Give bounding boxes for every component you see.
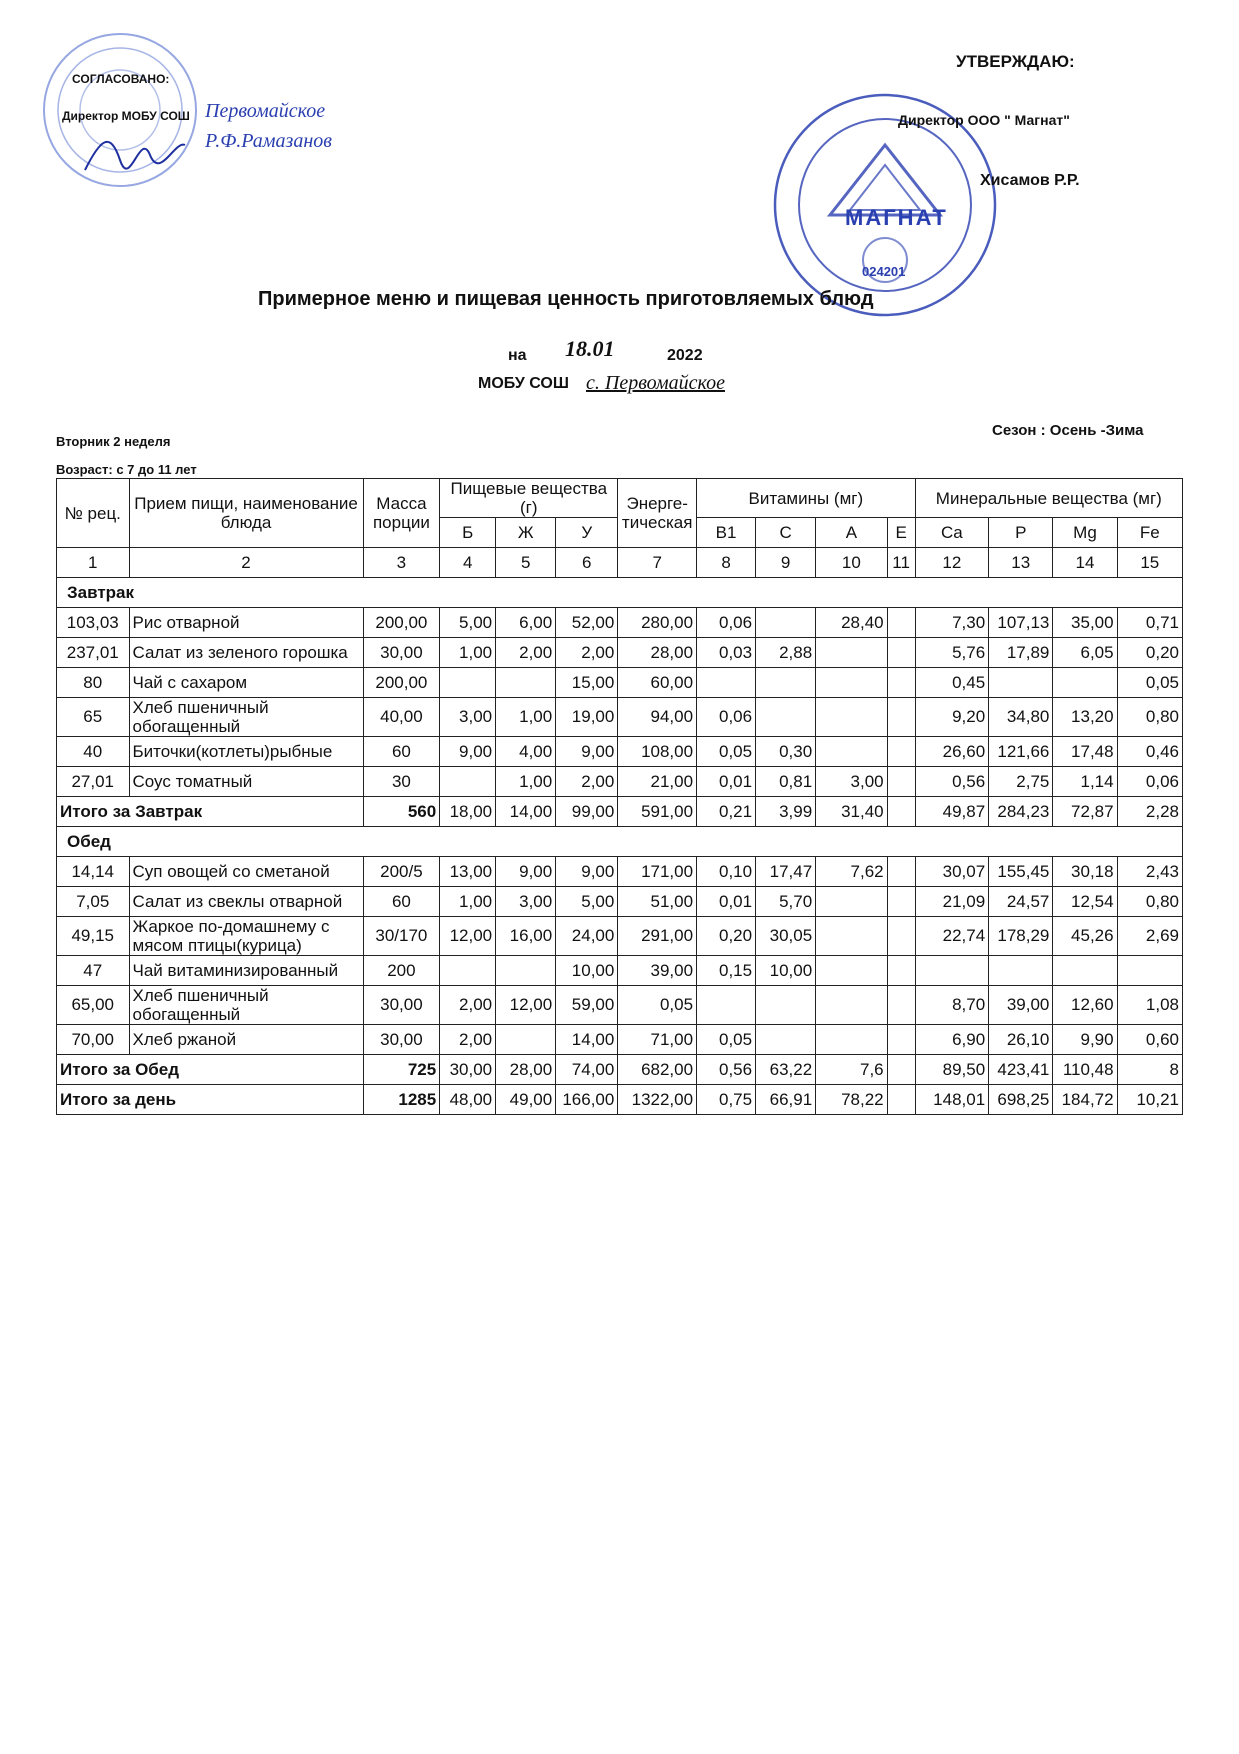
value-cell: 0,01 <box>697 767 756 797</box>
total-value: 49,87 <box>915 797 989 827</box>
dish-name: Чай с сахаром <box>129 668 363 698</box>
value-cell: 171,00 <box>618 857 697 887</box>
header-minerals: Минеральные вещества (мг) <box>915 479 1182 518</box>
value-cell: 107,13 <box>989 608 1053 638</box>
value-cell: 0,30 <box>756 737 816 767</box>
school-prefix: МОБУ СОШ <box>478 375 569 392</box>
date-value: 18.01 <box>565 336 615 361</box>
value-cell <box>756 608 816 638</box>
value-cell: 0,01 <box>697 887 756 917</box>
recipe-number: 70,00 <box>57 1025 130 1055</box>
section-label: Обед <box>57 827 1183 857</box>
section-breakfast-label: Завтрак <box>57 578 1183 608</box>
value-cell: 0,80 <box>1117 698 1182 737</box>
value-cell: 2,75 <box>989 767 1053 797</box>
value-cell: 10,00 <box>556 956 618 986</box>
value-cell <box>440 956 496 986</box>
dish-name: Хлеб пшеничный обогащенный <box>129 986 363 1025</box>
dish-name: Хлеб пшеничный обогащенный <box>129 698 363 737</box>
total-value <box>887 1055 915 1085</box>
value-cell <box>816 917 887 956</box>
total-label: Итого за день <box>57 1085 364 1115</box>
value-cell <box>816 638 887 668</box>
value-cell: 1,00 <box>440 887 496 917</box>
age-label: Возраст: с 7 до 11 лет <box>56 462 197 477</box>
total-value: 0,56 <box>697 1055 756 1085</box>
total-value: 10,21 <box>1117 1085 1182 1115</box>
value-cell: 7,30 <box>915 608 989 638</box>
value-cell: 21,00 <box>618 767 697 797</box>
value-cell: 155,45 <box>989 857 1053 887</box>
value-cell: 5,76 <box>915 638 989 668</box>
value-cell <box>915 956 989 986</box>
value-cell <box>756 986 816 1025</box>
approve-director-label: Директор ООО " Магнат" <box>898 112 1070 128</box>
value-cell: 24,00 <box>556 917 618 956</box>
value-cell: 59,00 <box>556 986 618 1025</box>
total-value: 284,23 <box>989 797 1053 827</box>
value-cell <box>1117 956 1182 986</box>
section-row <box>57 827 1183 857</box>
value-cell: 22,74 <box>915 917 989 956</box>
column-number: 8 <box>697 548 756 578</box>
header-row-top <box>57 479 1183 518</box>
value-cell <box>887 767 915 797</box>
column-numbers-row <box>57 548 1183 578</box>
dish-name: Салат из свеклы отварной <box>129 887 363 917</box>
value-cell: 3,00 <box>496 887 556 917</box>
table-row <box>57 767 1183 797</box>
value-cell: 60,00 <box>618 668 697 698</box>
total-value: 591,00 <box>618 797 697 827</box>
total-value: 18,00 <box>440 797 496 827</box>
value-cell <box>816 737 887 767</box>
value-cell: 280,00 <box>618 608 697 638</box>
total-value: 698,25 <box>989 1085 1053 1115</box>
value-cell: 2,00 <box>556 767 618 797</box>
value-cell <box>989 668 1053 698</box>
value-cell <box>816 1025 887 1055</box>
value-cell: 2,88 <box>756 638 816 668</box>
value-cell <box>887 917 915 956</box>
value-cell: 21,09 <box>915 887 989 917</box>
table-row <box>57 698 1183 737</box>
total-value: 63,22 <box>756 1055 816 1085</box>
column-number: 4 <box>440 548 496 578</box>
table-row <box>57 737 1183 767</box>
value-cell: 200,00 <box>363 668 440 698</box>
value-cell: 24,57 <box>989 887 1053 917</box>
total-value: 78,22 <box>816 1085 887 1115</box>
value-cell: 2,69 <box>1117 917 1182 956</box>
total-value: 31,40 <box>816 797 887 827</box>
value-cell: 108,00 <box>618 737 697 767</box>
value-cell <box>440 668 496 698</box>
table-row <box>57 887 1183 917</box>
total-value: 8 <box>1117 1055 1182 1085</box>
value-cell: 1,00 <box>440 638 496 668</box>
recipe-number: 103,03 <box>57 608 130 638</box>
value-cell <box>697 668 756 698</box>
value-cell: 40,00 <box>363 698 440 737</box>
total-value: 184,72 <box>1053 1085 1117 1115</box>
column-number: 6 <box>556 548 618 578</box>
value-cell: 30/170 <box>363 917 440 956</box>
value-cell <box>887 638 915 668</box>
value-cell <box>887 668 915 698</box>
recipe-number: 65,00 <box>57 986 130 1025</box>
value-cell: 5,00 <box>440 608 496 638</box>
table-row <box>57 986 1183 1025</box>
dish-name: Чай витаминизированный <box>129 956 363 986</box>
column-number: 9 <box>756 548 816 578</box>
header-rec: № рец. <box>57 479 130 548</box>
value-cell: 5,70 <box>756 887 816 917</box>
value-cell: 30,07 <box>915 857 989 887</box>
value-cell: 0,03 <box>697 638 756 668</box>
value-cell: 39,00 <box>618 956 697 986</box>
table-row <box>57 608 1183 638</box>
agreed-label: СОГЛАСОВАНО: <box>72 72 170 86</box>
value-cell: 0,56 <box>915 767 989 797</box>
table-row <box>57 638 1183 668</box>
recipe-number: 14,14 <box>57 857 130 887</box>
value-cell: 9,20 <box>915 698 989 737</box>
value-cell: 17,89 <box>989 638 1053 668</box>
value-cell: 8,70 <box>915 986 989 1025</box>
value-cell: 6,05 <box>1053 638 1117 668</box>
value-cell <box>887 956 915 986</box>
value-cell: 121,66 <box>989 737 1053 767</box>
value-cell: 14,00 <box>556 1025 618 1055</box>
value-cell <box>887 737 915 767</box>
total-value: 110,48 <box>1053 1055 1117 1085</box>
value-cell: 19,00 <box>556 698 618 737</box>
header-meal: Прием пищи, наименование блюда <box>129 479 363 548</box>
value-cell <box>887 857 915 887</box>
value-cell: 0,05 <box>697 1025 756 1055</box>
value-cell: 0,45 <box>915 668 989 698</box>
total-value: 99,00 <box>556 797 618 827</box>
value-cell: 200 <box>363 956 440 986</box>
total-mass: 560 <box>363 797 440 827</box>
dish-name: Салат из зеленого горошка <box>129 638 363 668</box>
dish-name: Суп овощей со сметаной <box>129 857 363 887</box>
header-u: У <box>556 518 618 548</box>
value-cell: 0,15 <box>697 956 756 986</box>
value-cell: 28,00 <box>618 638 697 668</box>
value-cell: 3,00 <box>816 767 887 797</box>
value-cell <box>1053 956 1117 986</box>
total-value: 48,00 <box>440 1085 496 1115</box>
header-vitamins: Витамины (мг) <box>697 479 916 518</box>
value-cell <box>496 1025 556 1055</box>
value-cell <box>816 887 887 917</box>
page-title: Примерное меню и пищевая ценность приготовляемых блюд <box>258 288 874 310</box>
total-value: 2,28 <box>1117 797 1182 827</box>
total-value: 423,41 <box>989 1055 1053 1085</box>
approve-label: УТВЕРЖДАЮ: <box>956 52 1075 71</box>
total-value: 72,87 <box>1053 797 1117 827</box>
value-cell: 60 <box>363 887 440 917</box>
column-number: 11 <box>887 548 915 578</box>
header-c: С <box>756 518 816 548</box>
value-cell: 2,00 <box>496 638 556 668</box>
table-row <box>57 857 1183 887</box>
value-cell: 0,05 <box>697 737 756 767</box>
value-cell: 52,00 <box>556 608 618 638</box>
value-cell: 1,00 <box>496 767 556 797</box>
value-cell: 178,29 <box>989 917 1053 956</box>
value-cell: 0,81 <box>756 767 816 797</box>
value-cell: 30,00 <box>363 986 440 1025</box>
total-value: 89,50 <box>915 1055 989 1085</box>
value-cell <box>816 956 887 986</box>
header-energy: Энерге-тическая <box>618 479 697 548</box>
value-cell: 2,43 <box>1117 857 1182 887</box>
value-cell: 9,00 <box>556 737 618 767</box>
value-cell <box>887 887 915 917</box>
total-value <box>887 1085 915 1115</box>
value-cell: 0,10 <box>697 857 756 887</box>
column-number: 14 <box>1053 548 1117 578</box>
stamp-brand: МАГНАТ <box>845 205 948 230</box>
header-fe: Fe <box>1117 518 1182 548</box>
value-cell: 4,00 <box>496 737 556 767</box>
value-cell: 45,26 <box>1053 917 1117 956</box>
total-value: 28,00 <box>496 1055 556 1085</box>
table-row <box>57 956 1183 986</box>
year: 2022 <box>667 347 703 364</box>
value-cell: 60 <box>363 737 440 767</box>
table-row <box>57 668 1183 698</box>
signature-icon <box>80 120 190 180</box>
value-cell: 71,00 <box>618 1025 697 1055</box>
table-row <box>57 917 1183 956</box>
season-label: Сезон : Осень -Зима <box>992 422 1144 439</box>
table-row <box>57 1025 1183 1055</box>
value-cell: 2,00 <box>440 1025 496 1055</box>
header-nutrients: Пищевые вещества (г) <box>440 479 618 518</box>
total-value: 66,91 <box>756 1085 816 1115</box>
value-cell: 0,80 <box>1117 887 1182 917</box>
value-cell: 51,00 <box>618 887 697 917</box>
value-cell: 26,10 <box>989 1025 1053 1055</box>
header-b1: В1 <box>697 518 756 548</box>
header-mass: Масса порции <box>363 479 440 548</box>
recipe-number: 7,05 <box>57 887 130 917</box>
value-cell: 1,08 <box>1117 986 1182 1025</box>
value-cell: 35,00 <box>1053 608 1117 638</box>
stamp-code: 024201 <box>862 264 906 279</box>
header-e: Е <box>887 518 915 548</box>
value-cell <box>887 608 915 638</box>
recipe-number: 47 <box>57 956 130 986</box>
header-ca: Ca <box>915 518 989 548</box>
value-cell: 1,14 <box>1053 767 1117 797</box>
approve-name: Хисамов Р.Р. <box>980 172 1080 189</box>
total-value: 74,00 <box>556 1055 618 1085</box>
header-mg: Mg <box>1053 518 1117 548</box>
value-cell: 200/5 <box>363 857 440 887</box>
value-cell: 7,62 <box>816 857 887 887</box>
value-cell: 1,00 <box>496 698 556 737</box>
recipe-number: 40 <box>57 737 130 767</box>
recipe-number: 65 <box>57 698 130 737</box>
recipe-number: 49,15 <box>57 917 130 956</box>
total-value: 148,01 <box>915 1085 989 1115</box>
value-cell: 9,00 <box>496 857 556 887</box>
value-cell <box>816 698 887 737</box>
value-cell <box>887 1025 915 1055</box>
value-cell: 12,00 <box>440 917 496 956</box>
column-number: 10 <box>816 548 887 578</box>
total-label: Итого за Обед <box>57 1055 364 1085</box>
menu-table <box>56 478 1183 1115</box>
dish-name: Хлеб ржаной <box>129 1025 363 1055</box>
total-mass: 725 <box>363 1055 440 1085</box>
total-value: 682,00 <box>618 1055 697 1085</box>
value-cell: 30,00 <box>363 1025 440 1055</box>
value-cell <box>756 1025 816 1055</box>
total-value: 30,00 <box>440 1055 496 1085</box>
column-number: 5 <box>496 548 556 578</box>
value-cell: 9,00 <box>440 737 496 767</box>
header-b: Б <box>440 518 496 548</box>
value-cell: 0,46 <box>1117 737 1182 767</box>
value-cell: 30 <box>363 767 440 797</box>
value-cell: 6,00 <box>496 608 556 638</box>
value-cell <box>989 956 1053 986</box>
date-prefix: на <box>508 347 527 364</box>
value-cell: 12,54 <box>1053 887 1117 917</box>
total-value: 1322,00 <box>618 1085 697 1115</box>
value-cell <box>756 698 816 737</box>
value-cell: 30,18 <box>1053 857 1117 887</box>
value-cell <box>887 986 915 1025</box>
value-cell: 30,00 <box>363 638 440 668</box>
header-zh: Ж <box>496 518 556 548</box>
value-cell: 0,20 <box>1117 638 1182 668</box>
column-number: 13 <box>989 548 1053 578</box>
value-cell: 0,06 <box>697 698 756 737</box>
value-cell: 0,60 <box>1117 1025 1182 1055</box>
value-cell: 17,47 <box>756 857 816 887</box>
value-cell: 0,06 <box>697 608 756 638</box>
value-cell: 30,05 <box>756 917 816 956</box>
value-cell <box>496 956 556 986</box>
value-cell: 200,00 <box>363 608 440 638</box>
value-cell: 12,00 <box>496 986 556 1025</box>
column-number: 1 <box>57 548 130 578</box>
value-cell: 2,00 <box>556 638 618 668</box>
value-cell: 0,05 <box>618 986 697 1025</box>
total-value: 14,00 <box>496 797 556 827</box>
agreed-signature: Первомайское Р.Ф.Рамазанов <box>205 100 332 152</box>
value-cell <box>816 668 887 698</box>
value-cell: 3,00 <box>440 698 496 737</box>
agreed-director-label: Директор МОБУ СОШ <box>62 109 190 123</box>
total-mass: 1285 <box>363 1085 440 1115</box>
recipe-number: 27,01 <box>57 767 130 797</box>
value-cell: 16,00 <box>496 917 556 956</box>
value-cell: 12,60 <box>1053 986 1117 1025</box>
value-cell <box>440 767 496 797</box>
value-cell: 10,00 <box>756 956 816 986</box>
value-cell: 9,00 <box>556 857 618 887</box>
value-cell: 15,00 <box>556 668 618 698</box>
value-cell: 2,00 <box>440 986 496 1025</box>
value-cell: 5,00 <box>556 887 618 917</box>
dish-name: Биточки(котлеты)рыбные <box>129 737 363 767</box>
total-row <box>57 1055 1183 1085</box>
value-cell: 13,00 <box>440 857 496 887</box>
value-cell: 9,90 <box>1053 1025 1117 1055</box>
value-cell <box>887 698 915 737</box>
total-value: 7,6 <box>816 1055 887 1085</box>
total-value: 3,99 <box>756 797 816 827</box>
week-label: Вторник 2 неделя <box>56 434 171 449</box>
column-number: 2 <box>129 548 363 578</box>
value-cell: 0,05 <box>1117 668 1182 698</box>
dish-name: Соус томатный <box>129 767 363 797</box>
total-value: 0,21 <box>697 797 756 827</box>
section-breakfast <box>57 578 1183 608</box>
value-cell <box>756 668 816 698</box>
header-a: А <box>816 518 887 548</box>
value-cell: 94,00 <box>618 698 697 737</box>
column-number: 7 <box>618 548 697 578</box>
value-cell: 13,20 <box>1053 698 1117 737</box>
recipe-number: 80 <box>57 668 130 698</box>
total-value: 49,00 <box>496 1085 556 1115</box>
value-cell: 28,40 <box>816 608 887 638</box>
total-row <box>57 797 1183 827</box>
total-row <box>57 1085 1183 1115</box>
dish-name: Рис отварной <box>129 608 363 638</box>
total-value <box>887 797 915 827</box>
total-value: 0,75 <box>697 1085 756 1115</box>
column-number: 12 <box>915 548 989 578</box>
value-cell: 39,00 <box>989 986 1053 1025</box>
column-number: 15 <box>1117 548 1182 578</box>
value-cell <box>496 668 556 698</box>
total-label: Итого за Завтрак <box>57 797 364 827</box>
value-cell <box>697 986 756 1025</box>
value-cell: 291,00 <box>618 917 697 956</box>
value-cell: 0,06 <box>1117 767 1182 797</box>
value-cell: 17,48 <box>1053 737 1117 767</box>
column-number: 3 <box>363 548 440 578</box>
value-cell <box>1053 668 1117 698</box>
dish-name: Жаркое по-домашнему с мясом птицы(курица) <box>129 917 363 956</box>
value-cell: 0,71 <box>1117 608 1182 638</box>
value-cell <box>816 986 887 1025</box>
value-cell: 0,20 <box>697 917 756 956</box>
value-cell: 6,90 <box>915 1025 989 1055</box>
school-value: с. Первомайское <box>586 372 725 394</box>
header-p: P <box>989 518 1053 548</box>
total-value: 166,00 <box>556 1085 618 1115</box>
recipe-number: 237,01 <box>57 638 130 668</box>
value-cell: 34,80 <box>989 698 1053 737</box>
value-cell: 26,60 <box>915 737 989 767</box>
